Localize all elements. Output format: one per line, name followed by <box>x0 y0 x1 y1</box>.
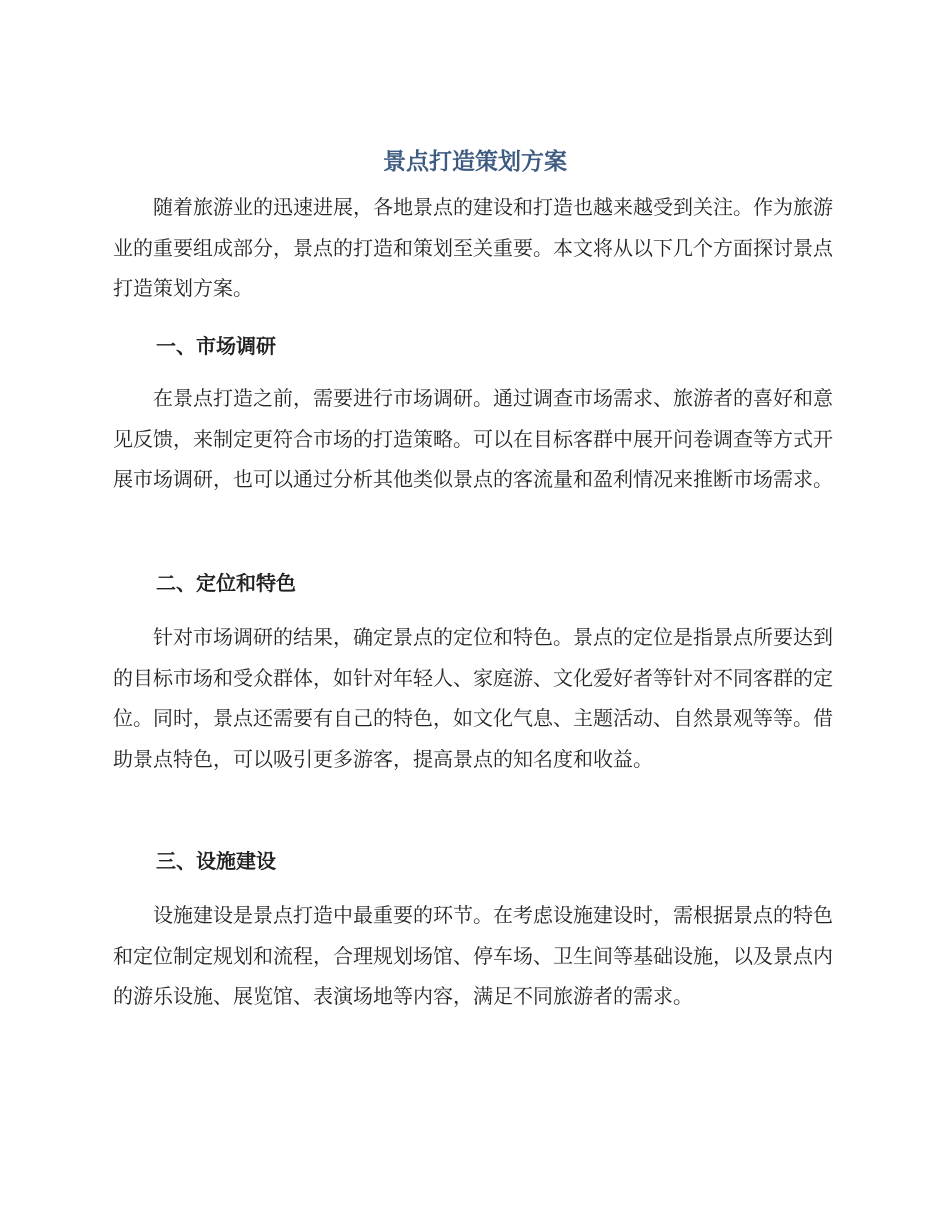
section-body-facilities: 设施建设是景点打造中最重要的环节。在考虑设施建设时，需根据景点的特色和定位制定规划和流程，合理规划场馆、停车场、卫生间等基础设施，以及景点内的游乐设施、展览馆、表演场地等内容，满足不同旅游者的需求。 <box>113 903 833 1008</box>
section-heading-positioning: 二、定位和特色 <box>156 571 296 595</box>
intro-paragraph: 随着旅游业的迅速进展，各地景点的建设和打造也越来越受到关注。作为旅游业的重要组成部分，景点的打造和策划至关重要。本文将从以下几个方面探讨景点打造策划方案。 <box>113 195 833 300</box>
section-heading-market-research: 一、市场调研 <box>156 334 276 358</box>
section-body-positioning: 针对市场调研的结果，确定景点的定位和特色。景点的定位是指景点所要达到的目标市场和受众群体，如针对年轻人、家庭游、文化爱好者等针对不同客群的定位。同时，景点还需要有自己的特色，如文化气息、主题活动、自然景观等等。借助景点特色，可以吸引更多游客，提高景点的知名度和收益。 <box>113 625 833 771</box>
section-body-market-research: 在景点打造之前，需要进行市场调研。通过调查市场需求、旅游者的喜好和意见反馈，来制定更符合市场的打造策略。可以在目标客群中展开问卷调查等方式开展市场调研，也可以通过分析其他类似景点的客流量和盈利情况来推断市场需求。 <box>113 386 833 491</box>
section-heading-facilities: 三、设施建设 <box>156 849 276 873</box>
document-title: 景点打造策划方案 <box>383 149 567 175</box>
